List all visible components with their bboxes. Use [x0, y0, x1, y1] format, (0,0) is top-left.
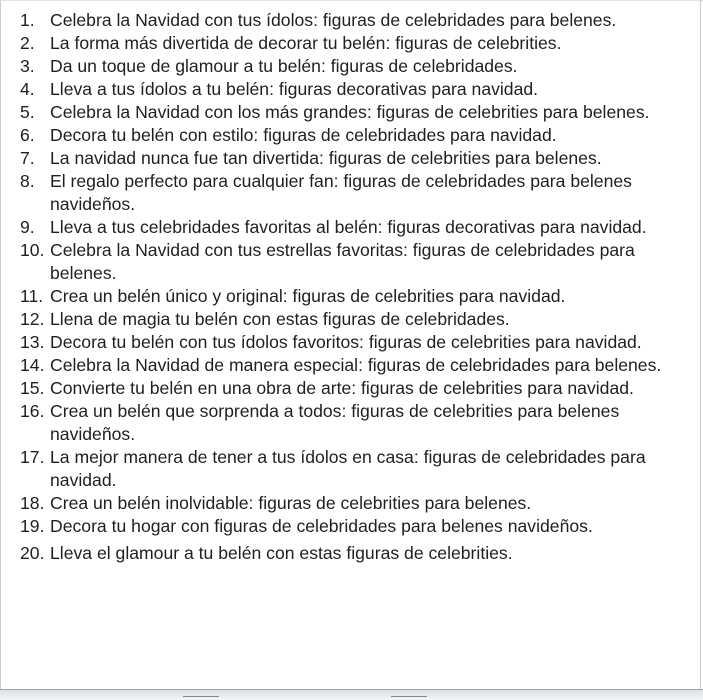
list-item-text: La navidad nunca fue tan divertida: figuras de celebrities para belenes. [50, 148, 602, 168]
list-item-text: El regalo perfecto para cualquier fan: figuras de celebridades para belenes navideños. [50, 171, 632, 214]
list-item [1, 308, 703, 331]
list-item-text: Celebra la Navidad de manera especial: figuras de celebridades para belenes. [50, 355, 662, 375]
list-item-number: 16. [20, 401, 45, 421]
list-item-number: 11. [20, 286, 44, 306]
list-item-number: 17. [20, 447, 45, 467]
list-item-number: 7. [20, 148, 35, 168]
list-item-number: 19. [20, 516, 45, 536]
list-item-text: Celebra la Navidad con tus ídolos: figuras de celebridades para belenes. [50, 10, 617, 30]
list-item [1, 492, 703, 515]
list-item-number: 13. [20, 332, 45, 352]
list-item-text: Crea un belén inolvidable: figuras de celebrities para belenes. [50, 493, 532, 513]
list-item [1, 9, 703, 32]
list-item-number: 8. [20, 171, 35, 191]
list-item [1, 331, 703, 354]
slogan-list [1, 9, 703, 565]
list-item-number: 4. [20, 79, 35, 99]
list-item-number: 12. [20, 309, 45, 329]
list-item [1, 285, 703, 308]
list-item-text: La forma más divertida de decorar tu belén: figuras de celebrities. [50, 33, 562, 53]
list-item-text: Decora tu hogar con figuras de celebridades para belenes navideños. [50, 516, 593, 536]
list-item-text: Convierte tu belén en una obra de arte: figuras de celebrities para navidad. [50, 378, 634, 398]
list-item [1, 147, 703, 170]
list-item-number: 2. [20, 33, 35, 53]
list-item-number: 18. [20, 493, 45, 513]
list-item [1, 542, 703, 565]
list-item-number: 15. [20, 378, 45, 398]
list-item-number: 9. [20, 217, 35, 237]
list-item [1, 101, 703, 124]
list-item-text: Crea un belén que sorprenda a todos: figuras de celebrities para belenes navideños. [50, 401, 620, 444]
toolbar-divider [183, 696, 219, 697]
list-item-text: Crea un belén único y original: figuras de celebrities para navidad. [50, 286, 566, 306]
list-item-text: Decora tu belén con tus ídolos favoritos: figuras de celebrities para navidad. [50, 332, 642, 352]
list-item-number: 6. [20, 125, 35, 145]
list-item-text: Da un toque de glamour a tu belén: figuras de celebridades. [50, 56, 518, 76]
list-item [1, 216, 703, 239]
list-item-text: Lleva el glamour a tu belén con estas figuras de celebrities. [50, 543, 513, 563]
toolbar-divider [391, 696, 427, 697]
list-item-text: Celebra la Navidad con los más grandes: figuras de celebrities para belenes. [50, 102, 650, 122]
list-item-text: Llena de magia tu belén con estas figuras de celebridades. [50, 309, 510, 329]
list-item [1, 354, 703, 377]
bottom-toolbar-edge [0, 689, 703, 700]
list-item [1, 377, 703, 400]
list-item-number: 1. [20, 10, 35, 30]
list-item [1, 55, 703, 78]
list-item [1, 400, 703, 446]
list-item [1, 32, 703, 55]
list-item [1, 124, 703, 147]
list-item-number: 5. [20, 102, 35, 122]
list-item-text: Lleva a tus celebridades favoritas al belén: figuras decorativas para navidad. [50, 217, 647, 237]
list-item-text: Lleva a tus ídolos a tu belén: figuras decorativas para navidad. [50, 79, 539, 99]
list-item-text: Celebra la Navidad con tus estrellas favoritas: figuras de celebridades para belenes. [50, 240, 635, 283]
list-item [1, 170, 703, 216]
list-item-number: 10. [20, 240, 45, 260]
list-item-text: La mejor manera de tener a tus ídolos en casa: figuras de celebridades para navidad. [50, 447, 646, 490]
list-item-number: 3. [20, 56, 35, 76]
list-item [1, 239, 703, 285]
list-item [1, 446, 703, 492]
list-item [1, 515, 703, 538]
list-item [1, 78, 703, 101]
list-item-number: 20. [20, 543, 45, 563]
list-item-text: Decora tu belén con estilo: figuras de celebridades para navidad. [50, 125, 557, 145]
list-item-number: 14. [20, 355, 45, 375]
